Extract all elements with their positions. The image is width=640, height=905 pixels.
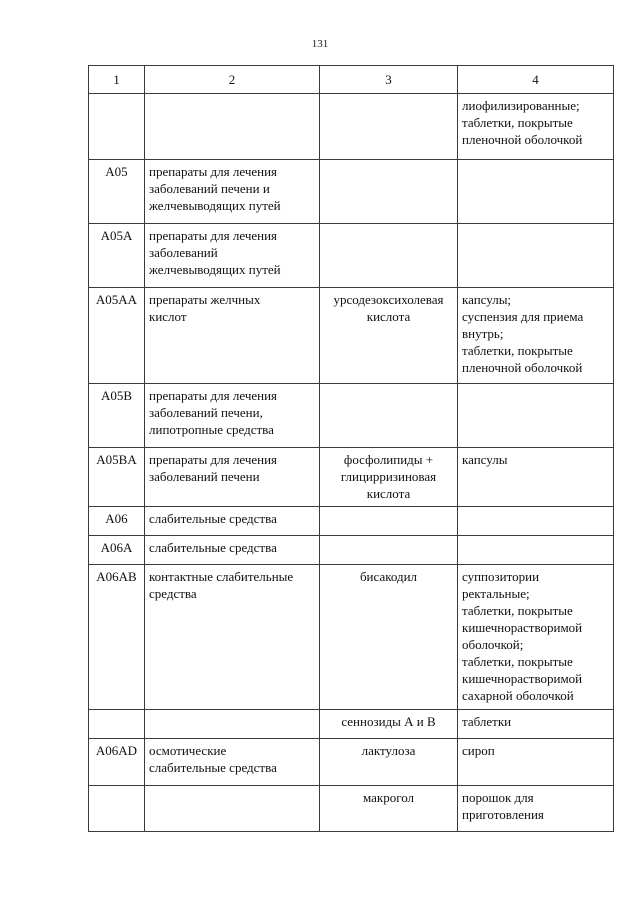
substance-cell [320,448,458,507]
dosage-forms-cell [458,786,614,832]
dosage-forms-line: приготовления [462,807,544,822]
atc-code-cell [89,94,145,160]
group-name-line: контактные слабительные [149,569,294,584]
table-row [89,94,614,160]
group-name-cell [145,565,320,710]
substance-line: макрогол [362,790,415,805]
substance-line: кислота [366,486,411,501]
atc-code-cell: A05 [89,160,145,224]
group-name-cell [145,224,320,288]
table-row [89,565,614,710]
table-row [89,536,614,565]
substance-cell [320,739,458,786]
substance-cell [320,565,458,710]
group-name-line: заболеваний печени [149,469,260,484]
header-col-4: 4 [458,66,614,94]
group-name-cell [145,536,320,565]
table-row [89,224,614,288]
table-row [89,448,614,507]
group-name-cell [145,739,320,786]
substance-cell [320,160,458,224]
table-header-row [89,66,614,94]
substance-cell [320,384,458,448]
atc-code-cell: A05AA [89,288,145,384]
dosage-forms-line: таблетки, покрытые [462,115,573,130]
group-name-cell [145,786,320,832]
dosage-forms-line: капсулы; [462,292,512,307]
substance-cell [320,536,458,565]
atc-code-cell: A06AB [89,565,145,710]
dosage-forms-cell [458,565,614,710]
substance-line: глицирризиновая [340,469,437,484]
dosage-forms-line: капсулы [462,452,508,467]
group-name-cell [145,448,320,507]
substance-line: фосфолипиды + [343,452,434,467]
group-name-line: препараты для лечения [149,164,278,179]
page-number: 131 [311,38,329,50]
atc-code-cell: A05A [89,224,145,288]
dosage-forms-line: лиофилизированные; [462,98,580,113]
atc-code-cell [89,710,145,739]
atc-code-cell [89,786,145,832]
table-row [89,739,614,786]
atc-code-cell: A05B [89,384,145,448]
group-name-cell [145,384,320,448]
group-name-line: заболеваний [149,245,218,260]
group-name-line: препараты желчных [149,292,261,307]
table-row [89,786,614,832]
dosage-forms-cell [458,94,614,160]
table-row [89,710,614,739]
dosage-forms-cell [458,710,614,739]
dosage-forms-line: ректальные; [462,586,530,601]
dosage-forms-line: пленочной оболочкой [462,360,583,375]
dosage-forms-cell [458,448,614,507]
substance-cell [320,507,458,536]
substance-cell [320,224,458,288]
table-body [89,94,614,832]
group-name-line: желчевыводящих путей [149,198,281,213]
group-name-line: слабительные средства [149,511,277,526]
dosage-forms-line: таблетки, покрытые [462,654,573,669]
dosage-forms-cell [458,536,614,565]
group-name-cell [145,507,320,536]
group-name-line: заболеваний печени и [149,181,270,196]
dosage-forms-line: сахарной оболочкой [462,688,574,703]
substance-line: кислота [366,309,411,324]
table-row [89,160,614,224]
dosage-forms-line: таблетки, покрытые [462,603,573,618]
dosage-forms-line: порошок для [462,790,534,805]
substance-cell [320,786,458,832]
substance-line: урсодезоксихолевая [333,292,444,307]
dosage-forms-line: оболочкой; [462,637,524,652]
substance-line: лактулоза [361,743,416,758]
dosage-forms-line: таблетки [462,714,512,729]
substance-cell [320,288,458,384]
dosage-forms-line: таблетки, покрытые [462,343,573,358]
atc-code-cell: A06A [89,536,145,565]
atc-code-cell: A05BA [89,448,145,507]
group-name-line: препараты для лечения [149,388,278,403]
substance-cell [320,710,458,739]
table-row [89,384,614,448]
group-name-line: желчевыводящих путей [149,262,281,277]
group-name-line: осмотические [149,743,227,758]
dosage-forms-line: кишечнорастворимой [462,671,583,686]
group-name-line: слабительные средства [149,760,277,775]
dosage-forms-cell [458,288,614,384]
substance-line: бисакодил [359,569,418,584]
dosage-forms-line: сироп [462,743,495,758]
dosage-forms-line: внутрь; [462,326,504,341]
header-col-2: 2 [145,66,320,94]
group-name-cell [145,160,320,224]
dosage-forms-cell [458,507,614,536]
group-name-line: липотропные средства [149,422,274,437]
dosage-forms-line: суспензия для приема [462,309,584,324]
group-name-line: препараты для лечения [149,452,278,467]
table-row [89,507,614,536]
dosage-forms-line: кишечнорастворимой [462,620,583,635]
dosage-forms-cell [458,160,614,224]
dosage-forms-cell [458,384,614,448]
substance-line: сеннозиды А и В [341,714,436,729]
dosage-forms-line: пленочной оболочкой [462,132,583,147]
atc-code-cell: A06 [89,507,145,536]
table-row [89,288,614,384]
dosage-forms-cell [458,224,614,288]
group-name-cell [145,94,320,160]
dosage-forms-cell [458,739,614,786]
group-name-line: кислот [149,309,187,324]
drug-table [88,65,614,832]
substance-cell [320,94,458,160]
header-col-1: 1 [89,66,145,94]
atc-code-cell: A06AD [89,739,145,786]
header-col-3: 3 [320,66,458,94]
group-name-cell [145,288,320,384]
dosage-forms-line: суппозитории [462,569,540,584]
group-name-line: слабительные средства [149,540,277,555]
group-name-line: средства [149,586,197,601]
group-name-line: препараты для лечения [149,228,278,243]
group-name-cell [145,710,320,739]
group-name-line: заболеваний печени, [149,405,263,420]
